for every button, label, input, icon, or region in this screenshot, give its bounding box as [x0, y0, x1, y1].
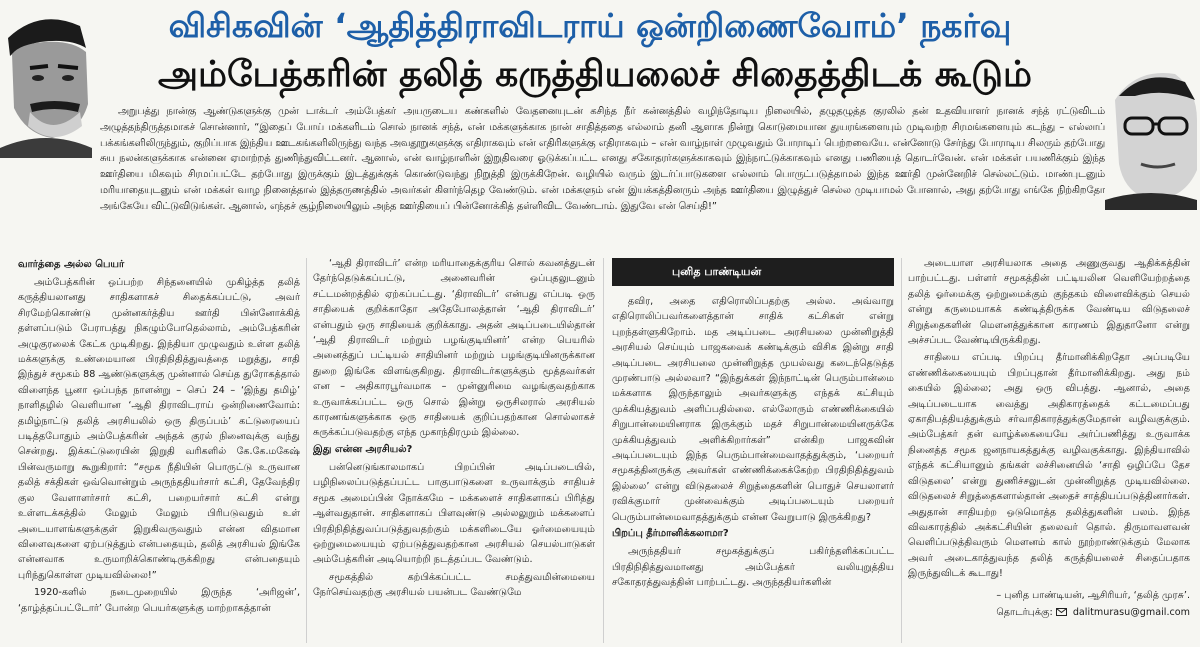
author-signature: – புனித பாண்டியன், ஆசிரியர், ‘தலித் முரசு’. — [996, 589, 1190, 601]
article-column-1 — [18, 256, 300, 641]
paragraph: 1920-களில் நடைமுறையில் இருந்த ‘அரிஜன்’, ‘தாழ்த்தப்பட்டோர்’ போன்ற பெயர்களுக்கு மாற்றாகத்தான் — [18, 587, 300, 614]
paragraph: சமூகத்தில் கற்பிக்கப்பட்ட சமத்துவமின்மையை நேர்செய்வதற்கு அரசியல் பயன்பட வேண்டுமே — [313, 571, 595, 599]
section-heading: பிறப்பு தீர்மானிக்கலாமா? — [612, 528, 729, 540]
paragraph: சாதியை எப்படி பிறப்பு தீர்மானிக்கிறதோ அப்படியே எண்ணிக்கையையும் பிறப்புதான் தீர்மானிக்கிறது. அது நம் கையில் இல்லை; அது ஒரு விபத்து. ஆனால், அதை அடிப்படையாக வைத்து அதிகாரத்தைக் கட்டமைப்பது ஏகாதிபத்தியத்துக்கும் சர்வாதிகாரத்துக்குமேதான் வழிவகுக்கும். அம்பேத்கர் தன் வாழ்க்கையையே அர்ப்பணித்து உருவாக்க நினைத்த சமூக ஜனநாயகத்துக்கு வழிவகுக்காது. இந்தியாவில் எந்தக் கட்சியானும் தங்கள் லச்சினையில் ‘சாதி ஒழிப்பே தேச விடுதலை’ என்று துணிச்சலுடன் முன்னிறுத்த முடியவில்லை. விடுதலைச் சிறுத்தைகளால்தான் அதைச் சாத்தியப்படுத்தினார்கள். அதுதான் சாதியற்ற ஒடுமொத்த தலித்துகளின் பலம். இந்த விவகாரத்தில் அக்கட்சியின் தலைவர் தொல். திருமாவளவன் வெளிப்படுத்திவரும் மௌனம் கால் நூற்றாண்டுக்கும் மேலாக அவர் அடைகாத்துவந்த தலித் கருத்தியலைச் சிதைப்பதாக இருந்துவிடக் கூடாது! — [908, 352, 1190, 580]
author-byline-box: புனித பாண்டியன் — [612, 258, 894, 286]
paragraph: ‘ஆதி திராவிடர்’ என்ற மரியாதைக்குரிய சொல் கவனத்துடன் தேர்ந்தெடுக்கப்பட்டு, அனைவரின் ஒப்புதலுடனும் சட்டமன்றத்தில் ஏற்கப்பட்டது. ‘திராவிடர்’ என்பது எப்படி ஒரு சாதியைக் குறிக்காதோ அதேபோலத்தான் ‘ஆதி திராவிடர்’ என்பதும் ஒரு சாதியைக் குறிக்காது. அதன் அடிப்படையில்தான் ‘ஆதி திராவிடர் மற்றும் பழங்குடியினர்’ என்ற பெயரில் அனைத்துப் பட்டியல் சாதியினர் மற்றும் பழங்குடியினருக்கான துறை இங்கே விளங்குகிறது. திராவிடர்களுக்கும் மூத்தவர்கள் என – அதிகாரபூர்வமாக – முன்னுரிமை வழங்குவதற்காக உருவாக்கப்பட்ட ஒரு சொல் இன்று ஒருசிலரால் அரசியல் காரணங்களுக்காக ஒரு சாதியைக் குறிப்பதற்கான சொல்லாகச் சுருக்கப்படுவதற்கு எந்த முகாந்திரமும் இல்லை. — [313, 258, 595, 439]
column-divider — [901, 258, 902, 643]
article-column-2 — [313, 256, 595, 641]
contact-line — [908, 605, 1190, 621]
paragraph: அம்பேத்கரின் ஒப்பற்ற சிந்தனையில் முகிழ்த்த தலித் கருத்தியலானது சாதிகளாகச் சிதைக்கப்பட்டு, அவர் சிரமேற்கொண்டு முன்னகர்த்திய ஊர்தி பின்னோக்கித் தள்ளப்படும் பேராபத்து நிகழும்போதெல்லாம், அம்பேத்கரின் அழுகுரலைக் கேட்க முடிகிறது. இந்தியா முழுவதும் உள்ள தலித் மக்களுக்கு உண்மையான பிரதிநிதித்துவத்தை மறுத்து, சாதி இந்துச் சமூகம் 88 ஆண்டுகளுக்கு முன்னால் செய்த துரோகத்தால் விளைந்த பூனா ஒப்பந்த நாளன்று – செப் 24 – ‘இந்து தமிழ்’ நாளிதழில் வெளியான ‘ஆதி திராவிடராய் ஒன்றிணைவோம்: தமிழ்நாட்டு தலித் அரசியலில் ஒரு திருப்பம்’ கட்டுரையைப் படித்தபோதும் அம்பேத்கரின் அந்தக் குரல் நினைவுக்கு வந்து சென்றது. இக்கட்டுரையின் இறுதி வரிகளில் கே.கே.மகேஷ் பின்வருமாறு கூறுகிறார்: “சமூக நீதியின் பொருட்டு உருவான தலித் சக்திகள் ஒவ்வொன்றும் அருந்ததியர்சார் கட்சி, தேவேந்திர குல வேளாளர்சார் கட்சி, பறையர்சார் கட்சி என்று உள்ளடக்கத்தில் மேலும் மேலும் பிரிபடுவதும் உள் அடையாளங்களுக்குள் இறுகிவருவதும் என்ன விதமான விளைவுகளை ஏற்படுத்தும் என்பதையும், தலித் அரசியல் இங்கே என்னவாக உருமாறிக்கொண்டிருக்கிறது என்பதையும் புரிந்துகொள்ள முடியவில்லை!” — [18, 277, 300, 581]
paragraph: அருந்ததியர் சமூகத்துக்குப் பகிர்ந்தளிக்கப்பட்ட பிரதிநிதித்துவமானது அம்பேத்கர் வலியுறுத்திய சகோதரத்துவத்தின் பாற்பட்டது. அருந்ததியர்களின் — [612, 546, 894, 588]
column-divider — [306, 258, 307, 643]
intro-quote-block — [100, 104, 1105, 254]
contact-email-link[interactable]: dalitmurasu@gmail.com — [1072, 606, 1190, 618]
mail-icon — [1056, 606, 1067, 621]
column-divider — [603, 258, 604, 643]
article-column-4 — [908, 256, 1190, 641]
headline-top: விசிகவின் ‘ஆதித்திராவிடராய் ஒன்றிணைவோம்’ நகர்வு — [168, 6, 1012, 45]
section-heading: இது என்ன அரசியல்? — [313, 443, 413, 455]
section-heading: வார்த்தை அல்ல பெயர் — [18, 259, 125, 270]
portrait-right-image — [1105, 60, 1197, 210]
intro-paragraph: அறுபத்து நான்கு ஆண்டுகளுக்கு முன் டாக்டர் அம்பேத்கர் அயருடைய கண்களில் வேதனையுடன் கசிந்த நீர் கன்னத்தில் வழிந்தோடிய நிலையில், தழுதழுத்த குரலில் தன் உதவியாளர் நானக் சந்த் ரட்டுவிடம் அழுத்தந்திருத்தமாகச் சொன்னார், “இதைப் போய் மக்களிடம் சொல் நானக் சந்த், என் மக்களுக்காக நான் சாதித்ததை எல்லாம் தனி ஆளாக நின்று கொடுமையான துயரங்களையும் முடிவற்ற சிரமங்களையும் கடந்து – எல்லாப் பக்கங்களிலிருந்தும், குறிப்பாக இந்திய ஊடகங்களிலிருந்து வந்த அவதூறுகளுக்கு எதிராகவும் என் எதிரிகளுக்கு எதிராகவும் – என் வாழ்நாள் முழுவதும் போராடிப் பெற்றவையே. என்னோடு சேர்ந்து போராடிய சிலரும் தற்போது சுய நலன்களுக்காக என்னை ஏமாற்றத் துணிந்துவிட்டனர். ஆனால், என் வாழ்நாளின் இறுதிவரை ஓடுக்கப்பட்ட எனது சகோதரர்களுக்காகவும் இந்நாட்டுக்காகவும் எனது பணியைத் தொடர்வேன். என் மக்கள் பயணிக்கும் இந்த ஊர்தியை மிகவும் சிரமப்பட்டே தற்போது இருக்கும் இடத்துக்குக் கொண்டுவந்து நிறுத்தி இருக்கிறேன். வழியில் வரும் இடர்ப்பாடுகளை எல்லாம் பொருட்படுத்தாமல் இந்த ஊர்தி முன்னேறிச் செல்லட்டும். மாண்புடனும் மரியாதையுடனும் என் மக்கள் வாழ நினைத்தால் இத்தருணத்தில் அவர்கள் கிளர்ந்தெழ வேண்டும். என் மக்களும் என் இயக்கத்தினரும் அந்த ஊர்தியை இழுத்துச் செல்ல முடியாமல் போனால், அது தற்போது எங்கே நிற்கிறதோ அங்கேயே விட்டுவிடுங்கள். ஆனால், எந்தச் சூழ்நிலையிலும் அந்த ஊர்தியைப் பின்னோக்கித் தள்ளிவிட வேண்டாம். இதுவே என் செய்தி!” — [100, 106, 1105, 212]
paragraph: பன்னெடுங்காலமாகப் பிறப்பின் அடிப்படையில், பழிநிலைப்படுத்தப்பட்ட பாகுபாடுகளை உருவாக்கும் சாதியச் சமூக அமைப்பின் நோக்கமே – மக்களைச் சாதிகளாகப் பிரித்து ஆள்வதுதான். சாதிகளாகப் பிளவுண்டு அல்லலுறும் மக்களைப் பிரதிநிதித்துவப்படுத்துவதற்கும் மக்களிடையே ஓர்மையையும் ஒற்றுமையையும் ஏற்படுத்துவதற்கான அரசியல் செயல்பாடுகள் அம்பேத்கரின் அடியொற்றி நடத்தப்பட வேண்டும். — [313, 461, 595, 566]
article-column-3 — [612, 256, 894, 641]
contact-label: தொடர்புக்கு: — [996, 606, 1053, 618]
paragraph: அடையாள அரசியலாக அதை அணுகுவது ஆதிக்கத்தின் பாற்பட்டது. பள்ளர் சமூகத்தின் பட்டியலின வெளியேற்றத்தை தலித் ஓர்மைக்கு ஒற்றுமைக்கும் குந்தகம் விளைவிக்கும் செயல் என்று கருமையாகக் கண்டித்திருக்க வேண்டிய விடுதலைச் சிறுத்தைகளின் மௌனத்துக்கான காரணம் இதுதானோ என்று அச்சப்பட வேண்டியிருக்கிறது. — [908, 258, 1190, 347]
paragraph: தவிர, அதை எதிரொலிப்பதற்கு அல்ல. அவ்வாறு எதிரொலிப்பவர்களைத்தான் சாதிக் கட்சிகள் என்று புறந்தள்ளுகிறோம். மத அடிப்படை அரசியலை முன்னிறுத்தி அரசியல் செய்யும் பாஜகவைக் கண்டிக்கும் விசிக இன்று சாதி அடிப்படை அரசியலை முன்னிறுத்த முயல்வது கடைந்தெடுத்த முரண்பாடு அல்லவா? “இந்துக்கள் இந்நாட்டின் பெரும்பான்மை மக்களாக இருந்தாலும் அவர்களுக்கு எந்தக் கட்சியும் முக்கியத்துவம் அளிப்பதில்லை. எல்லோரும் எண்ணிக்கையில் சிறுபான்மையினராக இருக்கும் மதச் சிறுபான்மையினருக்கே முக்கியத்துவம் அளிக்கிறார்கள்” என்கிற பாஜகவின் அடிப்படையும் இந்த பெரும்பான்மைவாதத்துக்கும், ‘பறையர் சமூகத்தினருக்கு அவர்கள் எண்ணிக்கைக்கேற்ற பிரதிநிதித்துவம் இல்லை’ என்று விடுதலைச் சிறுத்தைகளின் பொதுச் செயலாளர் ரவிக்குமார் முன்வைக்கும் அடிப்படையும் பறையர் பெரும்பான்மைவாதத்துக்கும் என்ன வேறுபாடு இருக்கிறது? — [612, 296, 894, 523]
headline-main: அம்பேத்கரின் தலித் கருத்தியலைச் சிதைத்திடக் கூடும் — [158, 54, 1032, 95]
portrait-left-image — [0, 8, 92, 158]
